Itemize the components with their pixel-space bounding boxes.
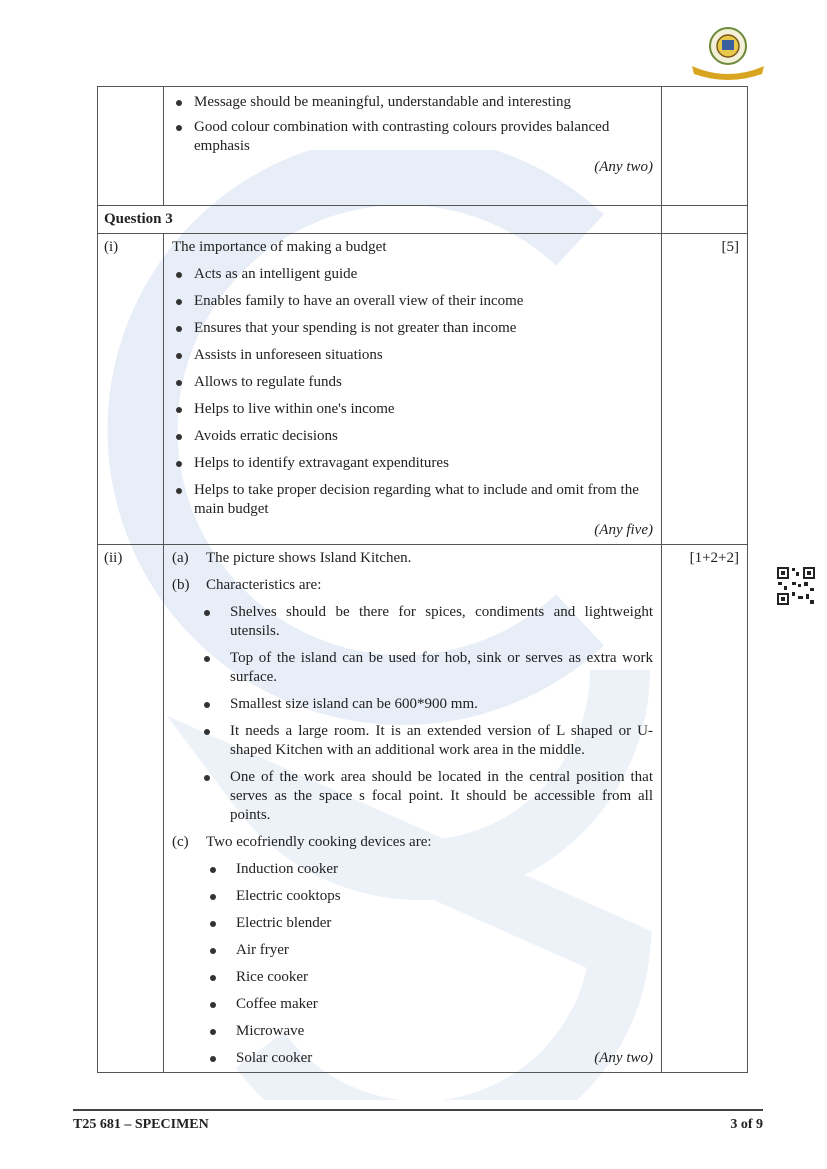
list-item: Ensures that your spending is not greater than income — [172, 319, 653, 338]
any-two-note: (Any two) — [594, 159, 653, 175]
part-i-row — [98, 234, 748, 545]
list-item: Smallest size island can be 600*900 mm. — [172, 695, 653, 714]
list-item: Coffee maker — [178, 995, 653, 1014]
list-item: Microwave — [178, 1022, 653, 1041]
ecofriendly-devices-list — [172, 860, 653, 1068]
sub-label-a: (a) — [172, 550, 189, 566]
island-kitchen-characteristics-list — [172, 603, 653, 825]
list-item: Helps to identify extravagant expenditures — [172, 454, 653, 473]
council-seal-logo — [688, 24, 766, 80]
list-item: One of the work area should be located in the central position that serves as the space s focal point. It should be accessible from all points. — [172, 768, 653, 825]
part-ii-c — [172, 833, 653, 852]
list-item: Electric blender — [178, 914, 653, 933]
list-item: Helps to live within one's income — [172, 400, 653, 419]
marking-scheme-table — [97, 86, 748, 1073]
question-header-row — [98, 206, 748, 234]
list-item: Good colour combination with contrasting colours provides balanced emphasis — [172, 118, 653, 156]
page-number: 3 of 9 — [730, 1117, 763, 1132]
sub-label-c: (c) — [172, 834, 189, 850]
part-i-intro: The importance of making a budget — [172, 239, 387, 255]
list-item — [178, 1049, 653, 1068]
list-item: Shelves should be there for spices, condiments and lightweight utensils. — [172, 603, 653, 641]
list-item: Allows to regulate funds — [172, 373, 653, 392]
list-item: Message should be meaningful, understandable and interesting — [172, 93, 653, 112]
part-ii-b — [172, 576, 653, 595]
list-item: Air fryer — [178, 941, 653, 960]
qr-code-icon — [776, 566, 816, 606]
question-title: Question 3 — [98, 206, 662, 234]
part-ii-label: (ii) — [98, 545, 164, 1073]
any-five-note: (Any five) — [594, 522, 653, 538]
part-ii-row — [98, 545, 748, 1073]
part-ii-c-text: Two ecofriendly cooking devices are: — [206, 834, 432, 850]
list-item: Top of the island can be used for hob, sink or serves as extra work surface. — [172, 649, 653, 687]
part-ii-b-text: Characteristics are: — [206, 577, 322, 593]
list-item: Acts as an intelligent guide — [172, 265, 653, 284]
paper-code: T25 681 – SPECIMEN — [73, 1117, 209, 1132]
page-footer — [73, 1109, 763, 1133]
list-item: Rice cooker — [178, 968, 653, 987]
list-item: It needs a large room. It is an extended version of L shaped or U-shaped Kitchen with an additional work area in the middle. — [172, 722, 653, 760]
list-item: Helps to take proper decision regarding what to include and omit from the main budget — [172, 481, 653, 519]
list-item: Avoids erratic decisions — [172, 427, 653, 446]
sub-label-b: (b) — [172, 577, 190, 593]
list-item: Assists in unforeseen situations — [172, 346, 653, 365]
part-ii-a — [172, 549, 653, 568]
part-ii-a-text: The picture shows Island Kitchen. — [206, 550, 412, 566]
part-i-label: (i) — [98, 234, 164, 545]
part-i-marks: [5] — [662, 234, 748, 545]
part-ii-marks: [1+2+2] — [662, 545, 748, 1073]
last-device: Solar cooker — [236, 1050, 313, 1066]
any-two-note: (Any two) — [594, 1050, 653, 1066]
budget-importance-list — [172, 265, 653, 519]
continuation-bullet-list — [172, 93, 653, 156]
list-item: Electric cooktops — [178, 887, 653, 906]
list-item: Induction cooker — [178, 860, 653, 879]
continuation-row — [98, 87, 748, 206]
list-item: Enables family to have an overall view of their income — [172, 292, 653, 311]
